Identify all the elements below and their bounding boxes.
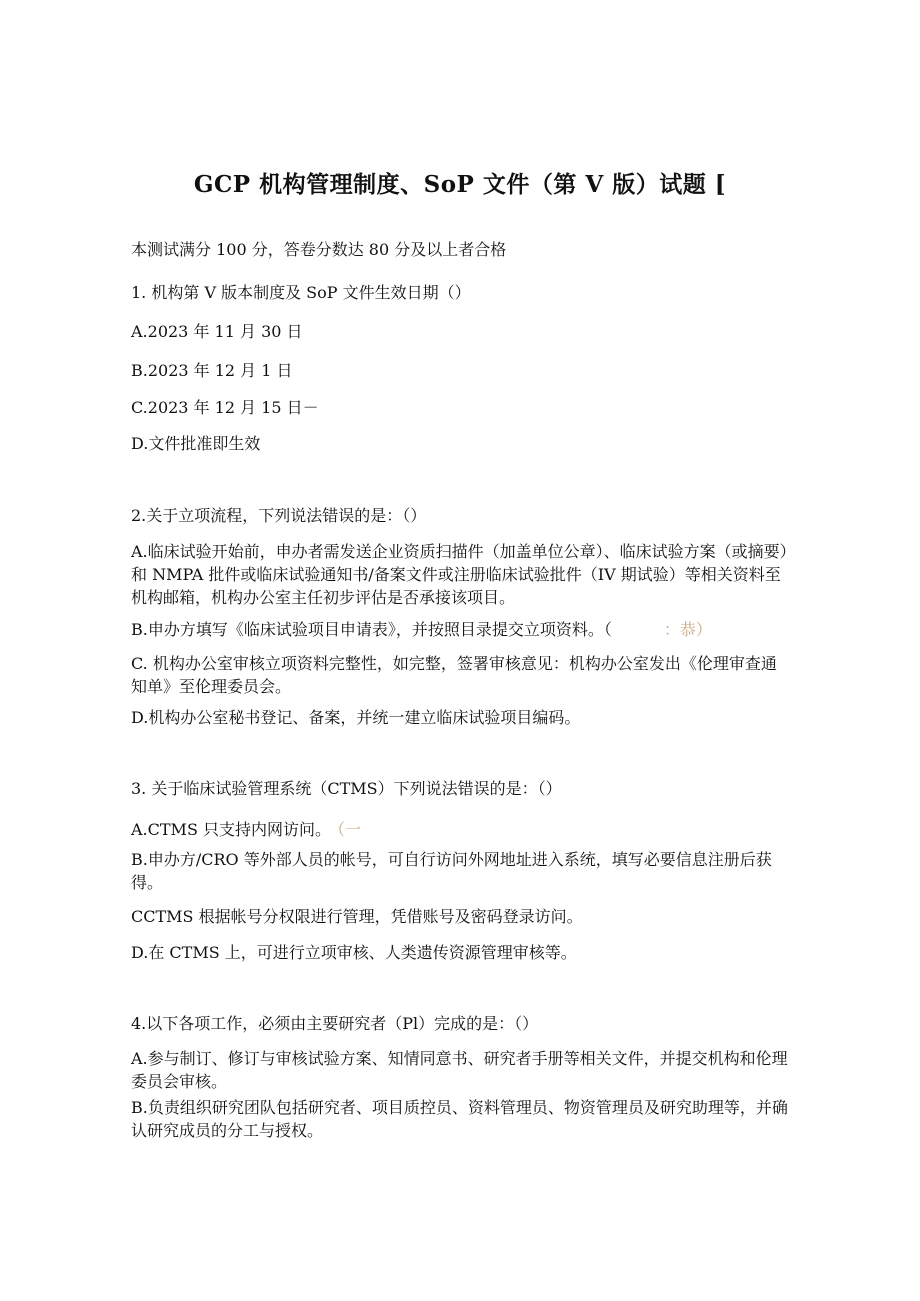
q2-option-b-text: B.申办方填写《临床试验项目申请表》，并按照目录提交立项资料。（ (131, 620, 612, 639)
q2-option-d: D.机构办公室秘书登记、备案，并统一建立临床试验项目编码。 (131, 708, 581, 727)
q1-option-c: C.2023 年 12 月 15 日－ (131, 398, 319, 417)
q1-option-b: B.2023 年 12 月 1 日 (131, 361, 293, 380)
question-2: 2.关于立项流程，下列说法错误的是：（） (131, 506, 427, 525)
page-title: GCP 机构管理制度、SoP 文件（第 V 版）试题 [ (193, 171, 727, 198)
q3-option-a-text: A.CTMS 只支持内网访问。 (131, 820, 331, 839)
q3-option-c: CCTMS 根据帐号分权限进行管理，凭借账号及密码登录访问。 (131, 907, 583, 926)
q2-option-c: C. 机构办公室审核立项资料完整性，如完整，签署审核意见：机构办公室发出《伦理审查通知单》至伦理委员会。 (131, 654, 777, 696)
q1-option-d: D.文件批准即生效 (131, 434, 261, 453)
q2-option-b-mark: ：恭） (663, 620, 712, 639)
q4-option-b: B.负责组织研究团队包括研究者、项目质控员、资料管理员、物资管理员及研究助理等，并确认研究成员的分工与授权。 (131, 1098, 788, 1140)
q3-option-d: D.在 CTMS 上，可进行立项审核、人类遗传资源管理审核等。 (131, 943, 577, 962)
q3-option-b: B.申办方/CRO 等外部人员的帐号，可自行访问外网地址进入系统，填写必要信息注册后获得。 (131, 850, 772, 892)
q4-option-a: A.参与制订、修订与审核试验方案、知情同意书、研究者手册等相关文件，并提交机构和伦理委员会审核。 (131, 1049, 788, 1091)
q2-option-b (131, 619, 712, 640)
intro-text: 本测试满分 100 分，答卷分数达 80 分及以上者合格 (131, 240, 507, 259)
q1-option-a: A.2023 年 11 月 30 日 (131, 322, 303, 341)
question-3: 3. 关于临床试验管理系统（CTMS）下列说法错误的是：（） (131, 779, 562, 798)
question-1: 1. 机构第 V 版本制度及 SoP 文件生效日期（） (131, 283, 471, 302)
q2-option-a: A.临床试验开始前，申办者需发送企业资质扫描件（加盖单位公章）、临床试验方案（或摘要）和 NMPA 批件或临床试验通知书/备案文件或注册临床试验批件（IV 期试验）等相关资料至机构邮箱，机构办公室主任初步评估是否承接该项目。 (131, 542, 788, 607)
q3-option-a-mark: （一 (337, 820, 362, 839)
q3-option-a (131, 819, 361, 840)
question-4: 4.以下各项工作，必须由主要研究者（Pl）完成的是：（） (131, 1014, 539, 1033)
